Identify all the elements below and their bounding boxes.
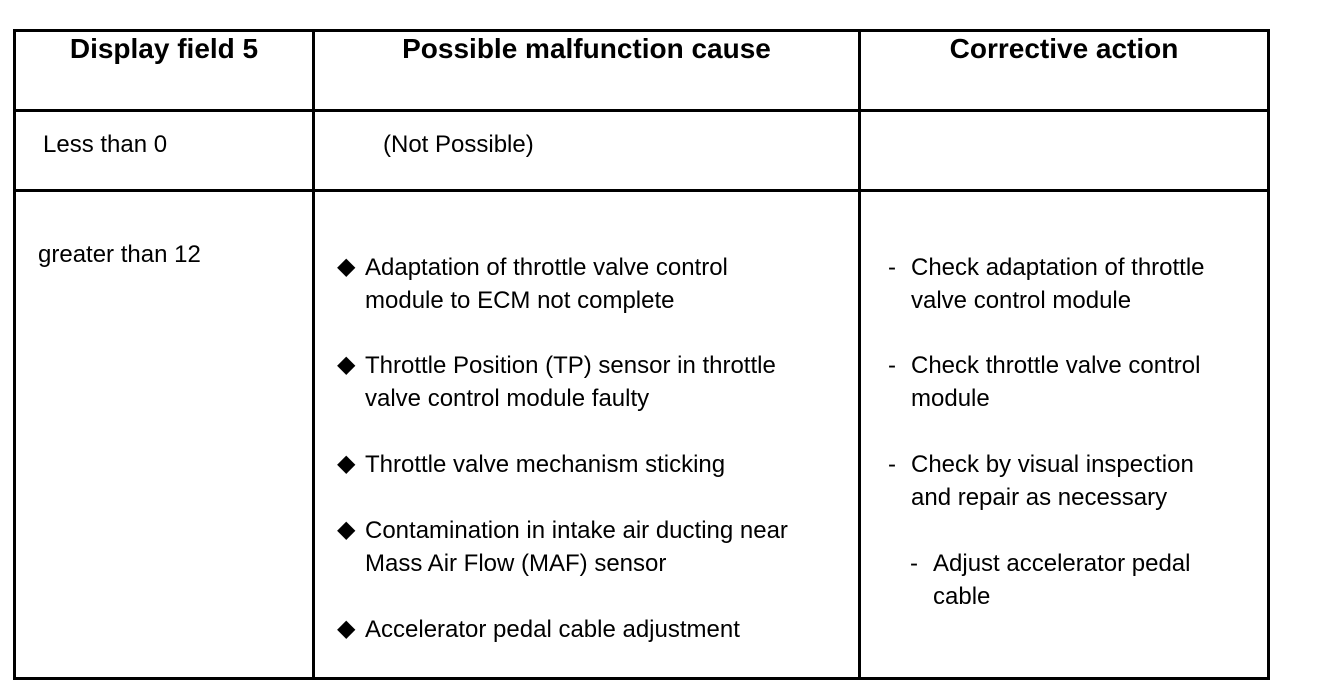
dash-marker: -	[888, 254, 896, 281]
action-line: Check by visual inspection	[911, 451, 1194, 478]
dash-marker: -	[910, 550, 918, 577]
column-divider-2	[858, 29, 861, 680]
cause-line: module to ECM not complete	[365, 287, 675, 314]
diamond-bullet-icon: ◆	[337, 450, 356, 477]
action-line: and repair as necessary	[911, 484, 1168, 511]
diamond-bullet-icon: ◆	[337, 253, 356, 280]
action-line: Check adaptation of throttle	[911, 254, 1205, 281]
cause-line: Throttle Position (TP) sensor in throttle	[365, 352, 776, 379]
row2-field-value: greater than 12	[38, 241, 201, 268]
cause-line: Adaptation of throttle valve control	[365, 254, 728, 281]
cause-line: Accelerator pedal cable adjustment	[365, 616, 740, 643]
action-item	[910, 547, 1250, 613]
column-divider-1	[312, 29, 315, 680]
cause-line: Throttle valve mechanism sticking	[365, 451, 726, 478]
dash-marker: -	[888, 352, 896, 379]
action-line: Check throttle valve control	[911, 352, 1201, 379]
diagnostic-table	[13, 29, 1270, 680]
action-line: valve control module	[911, 287, 1132, 314]
diamond-bullet-icon: ◆	[337, 516, 356, 543]
header-display-field: Display field 5	[69, 33, 259, 64]
dash-marker: -	[888, 451, 896, 478]
action-item	[888, 448, 1248, 514]
diamond-bullet-icon: ◆	[337, 351, 356, 378]
cause-item	[337, 448, 857, 481]
action-item	[888, 251, 1248, 317]
cause-item	[337, 349, 857, 415]
cause-item	[337, 613, 857, 646]
action-line: cable	[933, 583, 991, 610]
action-item	[888, 349, 1248, 415]
row1-cause: (Not Possible)	[383, 131, 534, 158]
action-line: Adjust accelerator pedal	[933, 550, 1191, 577]
header-malfunction-cause: Possible malfunction cause	[402, 33, 771, 64]
table-border-bottom	[13, 677, 1270, 680]
row1-divider	[13, 189, 1270, 192]
header-corrective-action: Corrective action	[949, 33, 1179, 64]
diamond-bullet-icon: ◆	[337, 615, 356, 642]
table-border-left	[13, 29, 16, 680]
row1-field-value: Less than 0	[43, 131, 168, 158]
cause-line: Mass Air Flow (MAF) sensor	[365, 550, 667, 577]
cause-item	[337, 251, 857, 317]
header-row-divider	[13, 109, 1270, 112]
cause-item	[337, 514, 857, 580]
table-border-right	[1267, 29, 1270, 680]
action-line: module	[911, 385, 990, 412]
cause-line: valve control module faulty	[365, 385, 650, 412]
cause-line: Contamination in intake air ducting near	[365, 517, 788, 544]
